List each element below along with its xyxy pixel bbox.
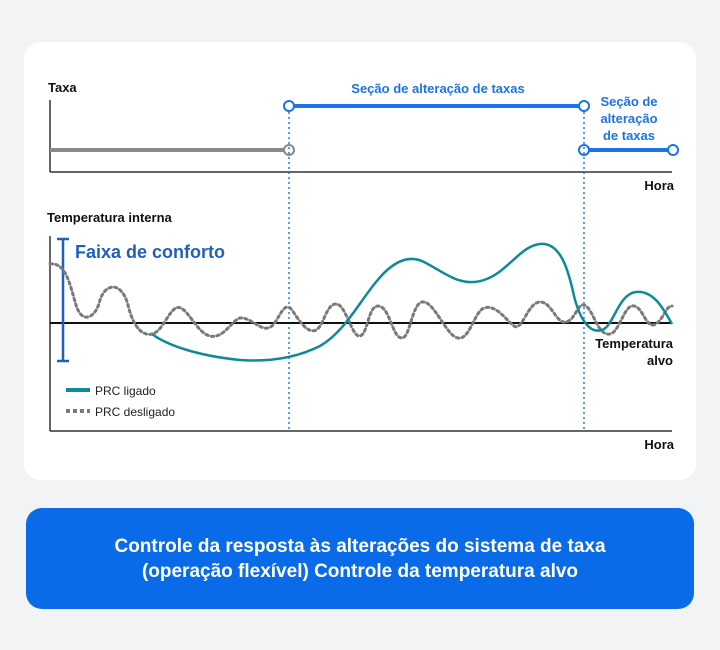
target-label-line2: alvo bbox=[646, 353, 673, 368]
comfort-band-label: Faixa de conforto bbox=[75, 242, 226, 262]
temp-x-axis-label: Hora bbox=[644, 437, 674, 452]
second-rate-change-end-marker bbox=[668, 145, 678, 155]
caption-line-1: Controle da resposta às alterações do sistema de taxa bbox=[114, 535, 606, 557]
prc-on-curve bbox=[152, 244, 672, 361]
rate-change-section-label: Seção de alteração de taxas bbox=[351, 81, 525, 96]
legend-prc-off-label: PRC desligado bbox=[95, 405, 176, 419]
rate-change-end-marker bbox=[579, 101, 589, 111]
second-rate-change-label-line2: alteração bbox=[600, 111, 658, 126]
caption-banner bbox=[26, 508, 694, 609]
second-rate-change-label-line3: de taxas bbox=[602, 128, 656, 143]
rate-x-axis-label: Hora bbox=[644, 178, 674, 193]
legend-prc-on-label: PRC ligado bbox=[95, 384, 156, 398]
temp-axis-label: Temperatura interna bbox=[47, 210, 172, 225]
rate-change-start-marker bbox=[284, 101, 294, 111]
rate-axis-label: Taxa bbox=[48, 80, 77, 95]
caption-line-2: (operação flexível) Controle da temperatura alvo bbox=[141, 560, 579, 582]
second-rate-change-label-line1: Seção de bbox=[600, 94, 658, 109]
target-label-line1: Temperatura bbox=[595, 336, 673, 351]
